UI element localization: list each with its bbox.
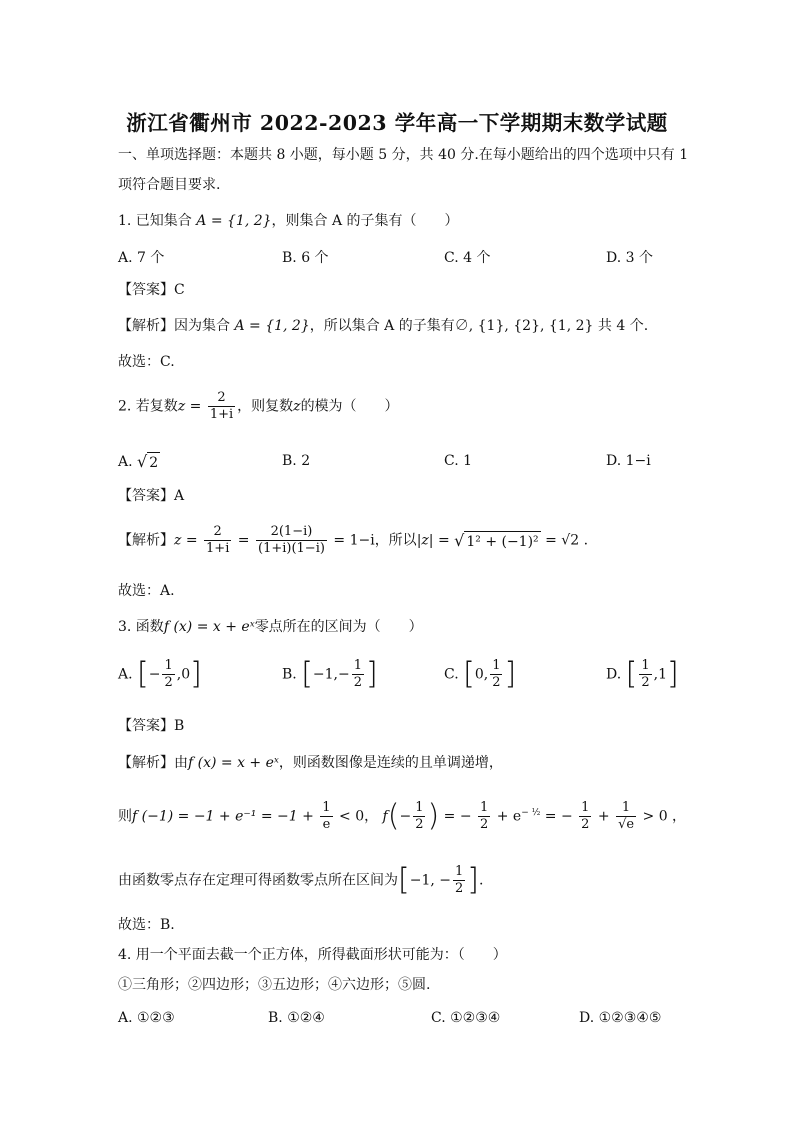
q3-option-b: B. [−1,− $\frac{1}{2}$ ] xyxy=(282,656,378,692)
q2-choose: 故选：A. xyxy=(118,583,175,599)
q2-option-b: B. 2 xyxy=(282,453,311,469)
q3-analysis-line2: 则f (−1) = −1 + e⁻¹ = −1 + $\frac{1}{e}$ < 0， f(− $\frac{1}{2}$ ) = − $\frac{1}{2}$ + $e^{- \frac{1}{2}}$ = − $\frac{1}{2}$ + $\frac{1}{√e}$ > 0 ， xyxy=(118,798,687,834)
q1-answer: 【答案】C xyxy=(118,282,185,298)
q3-option-c: C. [0, $\frac{1}{2}$ ] xyxy=(444,656,517,692)
q3-stem: 3. 函数f (x) = x + eˣ零点所在的区间为（ ） xyxy=(118,619,423,635)
q4-option-a: A. ①②③ xyxy=(118,1010,175,1026)
q1-set: A = {1, 2} xyxy=(196,213,272,229)
q4-shapes: ①三角形；②四边形；③五边形；④六边形；⑤圆. xyxy=(118,977,431,993)
section-instructions-line2: 项符合题目要求. xyxy=(118,177,221,193)
q1-option-a: A. 7 个 xyxy=(118,250,165,266)
q1-option-c: C. 4 个 xyxy=(444,250,491,266)
q3-analysis-line3: 由函数零点存在定理可得函数零点所在区间为[−1, − $\frac{1}{2}$ ]. xyxy=(118,862,484,898)
q1-option-b: B. 6 个 xyxy=(282,250,329,266)
q2-analysis: 【解析】z = $\frac{2}{1+i}$ = $\frac{2(1-i)}{(1+i)(1-i)}$ = 1−i，所以|z| = √ 1² + (−1)² = √2 . xyxy=(118,524,589,556)
q3-option-d: D. [ $\frac{1}{2}$ ,1] xyxy=(606,656,679,692)
q2-fraction: $\frac{2}{1+i}$ xyxy=(209,390,234,422)
q1-choose: 故选：C. xyxy=(118,354,175,370)
q2-answer: 【答案】A xyxy=(118,488,185,504)
section-instructions-line1: 一、单项选择题：本题共 8 小题，每小题 5 分，共 40 分.在每小题给出的四个选项中只有 1 xyxy=(118,147,689,163)
q4-option-b: B. ①②④ xyxy=(268,1010,325,1026)
q2-option-c: C. 1 xyxy=(444,453,473,469)
q3-option-a: A. [− $\frac{1}{2}$ ,0] xyxy=(118,656,202,692)
q2-option-d: D. 1−i xyxy=(606,453,651,469)
q2-stem: 2. 若复数z = $\frac{2}{1+i}$ ，则复数z的模为（ ） xyxy=(118,390,399,422)
q3-answer: 【答案】B xyxy=(118,718,185,734)
q4-option-d: D. ①②③④⑤ xyxy=(579,1010,662,1026)
q3-analysis-line1: 【解析】由f (x) = x + eˣ，则函数图像是连续的且单调递增， xyxy=(118,755,503,771)
q1-analysis: 【解析】因为集合 A = {1, 2}，所以集合 A 的子集有∅, {1}, {2}, {1, 2} 共 4 个. xyxy=(118,318,649,334)
q4-option-c: C. ①②③④ xyxy=(431,1010,501,1026)
q1-stem: 1. 已知集合 A = {1, 2}，则集合 A 的子集有（ ） xyxy=(118,213,459,229)
q2-option-a: A. √ 2 xyxy=(118,452,159,471)
q3-choose: 故选：B. xyxy=(118,917,175,933)
q4-stem: 4. 用一个平面去截一个正方体，所得截面形状可能为：（ ） xyxy=(118,947,507,963)
page-title: 浙江省衢州市 2022-2023 学年高一下学期期末数学试题 xyxy=(126,111,668,135)
q1-option-d: D. 3 个 xyxy=(606,250,653,266)
